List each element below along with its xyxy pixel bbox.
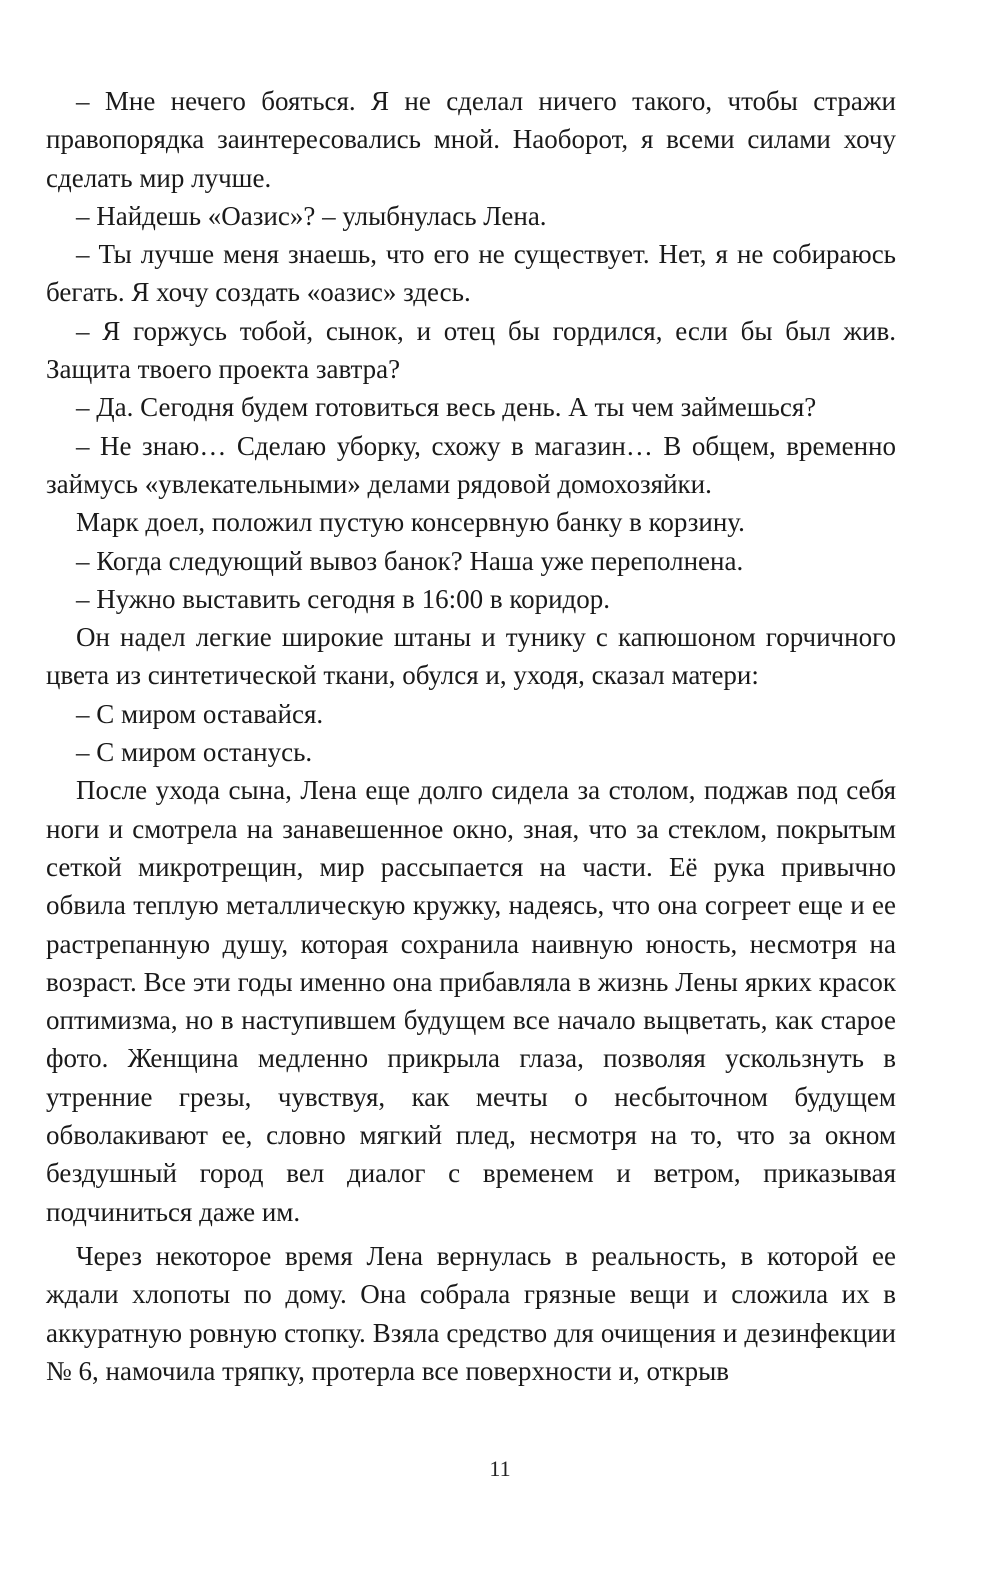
paragraph: Через некоторое время Лена вернулась в реальность, в которой ее ждали хлопоты по дому. Она собрала грязные вещи и сложила их в аккуратную ровную стопку. Взяла средство для очищения и дезинфекции № 6, намочила тряпку, протерла все поверхности и, открыв — [46, 1240, 896, 1386]
paragraph: Он надел легкие широкие штаны и тунику с капюшоном горчичного цвета из синтетической ткани, обулся и, уходя, сказал матери: — [46, 622, 896, 691]
paragraph: – С миром оставайся. — [76, 698, 324, 729]
paragraph: – Да. Сегодня будем готовиться весь день. А ты чем займешься? — [76, 392, 817, 423]
page-number: 11 — [489, 1456, 511, 1481]
paragraph: – Нужно выставить сегодня в 16:00 в коридор. — [76, 583, 611, 614]
paragraph: – Мне нечего бояться. Я не сделал ничего такого, чтобы стражи правопорядка заинтересовались мной. Наоборот, я всеми силами хочу сделать мир лучше. — [46, 86, 896, 193]
paragraph: Марк доел, положил пустую консервную банку в корзину. — [76, 507, 745, 538]
paragraph: – Не знаю… Сделаю уборку, схожу в магазин… В общем, временно займусь «увлекательными» делами рядовой домохозяйки. — [46, 430, 896, 499]
page-text — [46, 82, 896, 1390]
paragraph: – Ты лучше меня знаешь, что его не существует. Нет, я не собираюсь бегать. Я хочу создать «оазис» здесь. — [46, 239, 896, 308]
paragraph: – Когда следующий вывоз банок? Наша уже переполнена. — [76, 545, 744, 576]
paragraph: – С миром останусь. — [76, 737, 313, 768]
paragraph: После ухода сына, Лена еще долго сидела за столом, поджав под себя ноги и смотрела на занавешенное окно, зная, что за стеклом, покрытым сеткой микротрещин, мир рассыпается на части. Её рука привычно обвила теплую металлическую кружку, надеясь, что она согреет еще и ее растрепанную душу, которая сохранила наивную юность, несмотря на возраст. Все эти годы именно она прибавляла в жизнь Лены ярких красок оптимизма, но в наступившем будущем все начало выцветать, как старое фото. Женщина медленно прикрыла глаза, позволяя ускользнуть в утренние грезы, чувствуя, как мечты о несбыточном будущем обволакивают ее, словно мягкий плед, несмотря на то, что за окном бездушный город вел диалог с временем и ветром, приказывая подчиниться даже им. — [46, 775, 896, 1227]
paragraph: – Найдешь «Оазис»? – улыбнулась Лена. — [76, 200, 547, 231]
paragraph: – Я горжусь тобой, сынок, и отец бы гордился, если бы был жив. Защита твоего проекта завтра? — [46, 315, 896, 385]
